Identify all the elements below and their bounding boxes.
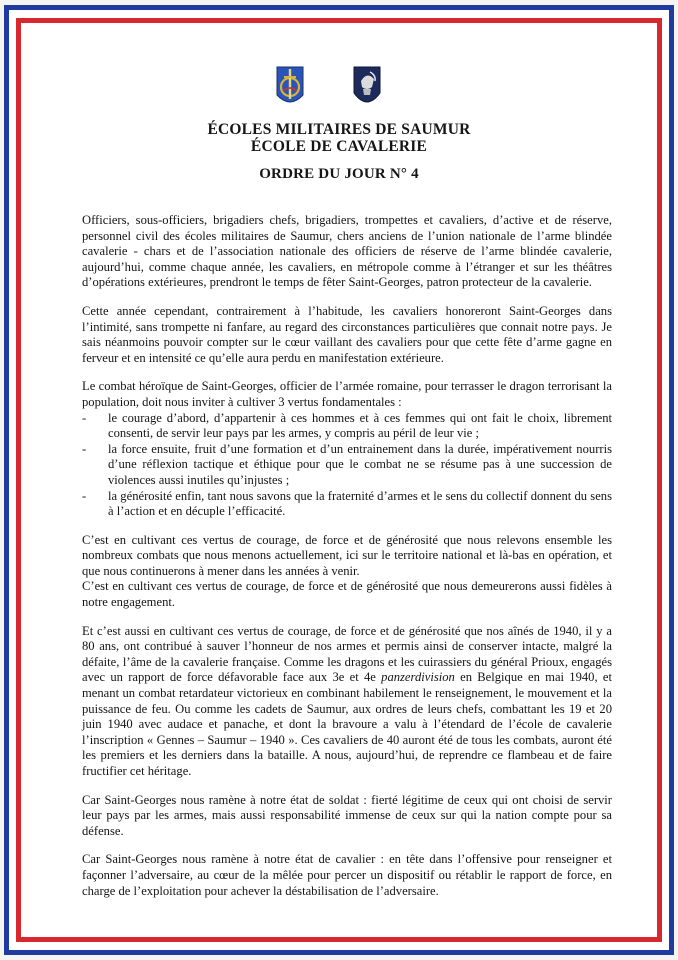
- virtue-force-text: la force ensuite, fruit d’une formation et d’un entrainement dans la durée, impérativement nourris d’une réflexion tactique et éthique pour que le combat ne se résume pas à une succession de violences aussi inutiles qu’injustes ;: [108, 441, 612, 487]
- list-dash: -: [82, 410, 87, 425]
- paragraph-1940: [82, 624, 612, 780]
- order-title: ORDRE DU JOUR N° 4: [259, 166, 419, 182]
- list-item: [82, 411, 612, 442]
- paragraph-engagement: C’est en cultivant ces vertus de courage, de force et de générosité que nous demeurerons aussi fidèles à notre engagement.: [82, 579, 612, 610]
- border-red-bottom: [16, 937, 662, 942]
- paragraph-1940-part-a: Et c’est aussi en cultivant ces vertus de courage, de force et de générosité que nos aînés de 1940, il y a 80 ans, ont contribué à sauver l’honneur de nos armes et permis ainsi de conserver intacte, malgré la défaite, l’âme de la cavalerie française. Comme les dragons et les cuirassiers du général Prioux, engagés avec un rapport de force défavorable face aux 3e et 4e: [82, 623, 612, 685]
- paragraph-1940-part-b: en Belgique en mai 1940, et menant un combat retardateur victorieux en combinant habilement le renseignement, le mouvement et la puissance de feu. Ou comme les cadets de Saumur, aux ordres de leurs chefs, combattant les 19 et 20 juin 1940 avec audace et panache, et dont la bravoure a valu à l’étendard de l’école de cavalerie l’inscription « Gennes – Saumur – 1940 ». Ces cavaliers de 40 auront été de tous les combats, auront été les premiers et les derniers dans la bataille. A nous, aujourd’hui, de reprendre ce flambeau et de faire fructifier cet héritage.: [82, 670, 612, 778]
- school-subtitle: ÉCOLE DE CAVALERIE: [250, 138, 428, 155]
- border-blue-bottom: [4, 950, 674, 955]
- border-red-left: [16, 18, 21, 942]
- paragraph-cavalier: Car Saint-Georges nous ramène à notre état de cavalier : en tête dans l’offensive pour renseigner et façonner l’adversaire, au cœur de la mêlée pour percer un dispositif ou rétablir le rapport de force, en charge de l’exploitation pour achever la déstabilisation de l’adversaire.: [82, 852, 612, 898]
- paragraph-soldier: Car Saint-Georges nous ramène à notre état de soldat : fierté légitime de ceux qui ont choisi de servir leur pays par les armes, mais aussi responsabilité immense de ceux sur qui la nation compte pour sa défense.: [82, 792, 612, 838]
- list-dash: -: [82, 488, 87, 503]
- list-item: [82, 489, 612, 520]
- emblem-row: [0, 65, 678, 115]
- paragraph-combats: C’est en cultivant ces vertus de courage, de force et de générosité que nous relevons ensemble les nombreux combats que nous menons actuellement, ici sur le territoire national et là-bas en opération, et que nous continuerons à mener dans les années à venir.: [82, 532, 612, 578]
- panzerdivision-term: panzerdivision: [381, 670, 455, 685]
- school-title: ÉCOLES MILITAIRES DE SAUMUR: [207, 121, 471, 138]
- border-red-right: [657, 18, 662, 942]
- virtue-courage-text: le courage d’abord, d’appartenir à ces hommes et à ces femmes qui ont fait le choix, librement consenti, de servir leur pays par les armes, y compris au péril de leur vie ;: [108, 410, 612, 441]
- virtue-generosity-text: la générosité enfin, tant nous savons que la fraternité d’armes et le sens du collectif donnent du sens à l’action et en décuple l’efficacité.: [108, 488, 612, 519]
- paragraph-context: Cette année cependant, contrairement à l’habitude, les cavaliers honoreront Saint-Georges dans l’intimité, sans trompette ni fanfare, au regard des circonstances particulières que connait notre pays. Je sais néanmoins pouvoir compter sur le cœur vaillant des cavaliers pour que cette fête d’arme gagne en ferveur et en intensité ce qu’elle aura perdu en manifestation extérieure.: [82, 303, 612, 365]
- paragraph-virtues-intro: Le combat héroïque de Saint-Georges, officier de l’armée romaine, pour terrasser le dragon terrorisant la population, doit nous inviter à cultiver 3 vertus fondamentales :: [82, 379, 612, 409]
- paragraph-intro: Officiers, sous-officiers, brigadiers chefs, brigadiers, trompettes et cavaliers, d’active et de réserve, personnel civil des écoles militaires de Saumur, chers anciens de l’union nationale de l’arme blindée cavalerie - chars et de l’association nationale des officiers de réserve de l’arme blindée cavalerie, aujourd’hui, comme chaque année, les cavaliers, en métropole comme à l’étranger et sur les théâtres d’opérations extérieures, prendront le temps de fêter Saint-Georges, patron protecteur de la cavalerie.: [82, 213, 612, 290]
- list-dash: -: [82, 441, 87, 456]
- order-body: [82, 213, 612, 899]
- cavalry-school-insignia-icon: [352, 65, 382, 111]
- border-red-top: [16, 18, 662, 23]
- saumur-schools-insignia-icon: [275, 65, 305, 111]
- list-item: [82, 442, 612, 489]
- virtues-list: [82, 411, 612, 520]
